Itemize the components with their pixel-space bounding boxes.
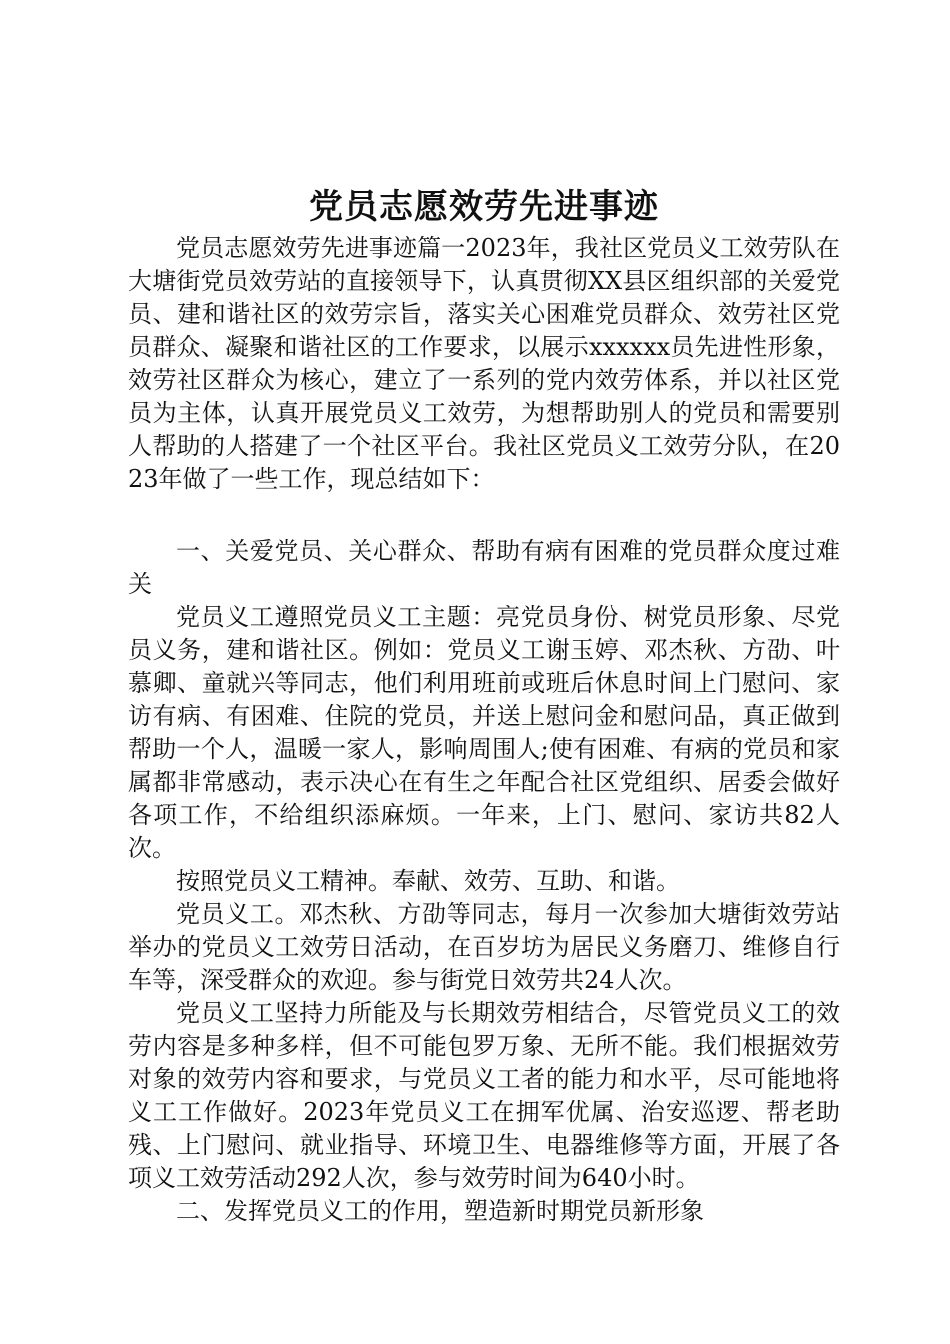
paragraph-intro: 党员志愿效劳先进事迹篇一2023年，我社区党员义工效劳队在大塘街党员效劳站的直接领导下，认真贯彻XX县区组织部的关爱党员、建和谐社区的效劳宗旨，落实关心困难党员群众、效劳社区党员群众、凝聚和谐社区的工作要求，以展示xxxxxx员先进性形象，效劳社区群众为核心，建立了一系列的党内效劳体系，并以社区党员为主体，认真开展党员义工效劳，为想帮助别人的党员和需要别人帮助的人搭建了一个社区平台。我社区党员义工效劳分队，在2023年做了一些工作，现总结如下： (128, 234, 840, 493)
document-page (128, 182, 840, 1228)
paragraph-care: 党员义工遵照党员义工主题：亮党员身份、树党员形象、尽党员义务，建和谐社区。例如：党员义工谢玉婷、邓杰秋、方劭、叶慕卿、童就兴等同志，他们利用班前或班后休息时间上门慰问、家访有病、有困难、住院的党员，并送上慰问金和慰问品，真正做到帮助一个人，温暖一家人，影响周围人;使有困难、有病的党员和家属都非常感动，表示决心在有生之年配合社区党组织、居委会做好各项工作，不给组织添麻烦。一年来，上门、慰问、家访共82人次。 (128, 603, 840, 862)
paragraph-gap (128, 496, 840, 535)
paragraph-spirit: 按照党员义工精神。奉献、效劳、互助、和谐。 (176, 867, 680, 895)
paragraph-long-term: 党员义工坚持力所能及与长期效劳相结合，尽管党员义工的效劳内容是多种多样，但不可能包罗万象、无所不能。我们根据效劳对象的效劳内容和要求，与党员义工者的能力和水平，尽可能地将义工工作做好。2023年党员义工在拥军优属、治安巡逻、帮老助残、上门慰问、就业指导、环境卫生、电器维修等方面，开展了各项义工效劳活动292人次，参与效劳时间为640小时。 (128, 999, 840, 1192)
section-heading-2: 二、发挥党员义工的作用，塑造新时期党员新形象 (176, 1197, 704, 1225)
section-heading-1: 一、关爱党员、关心群众、帮助有病有困难的党员群众度过难关 (128, 537, 840, 598)
paragraph-service-day: 党员义工。邓杰秋、方劭等同志，每月一次参加大塘街效劳站举办的党员义工效劳日活动，在百岁坊为居民义务磨刀、维修自行车等，深受群众的欢迎。参与街党日效劳共24人次。 (128, 900, 840, 994)
document-title: 党员志愿效劳先进事迹 (309, 187, 659, 227)
